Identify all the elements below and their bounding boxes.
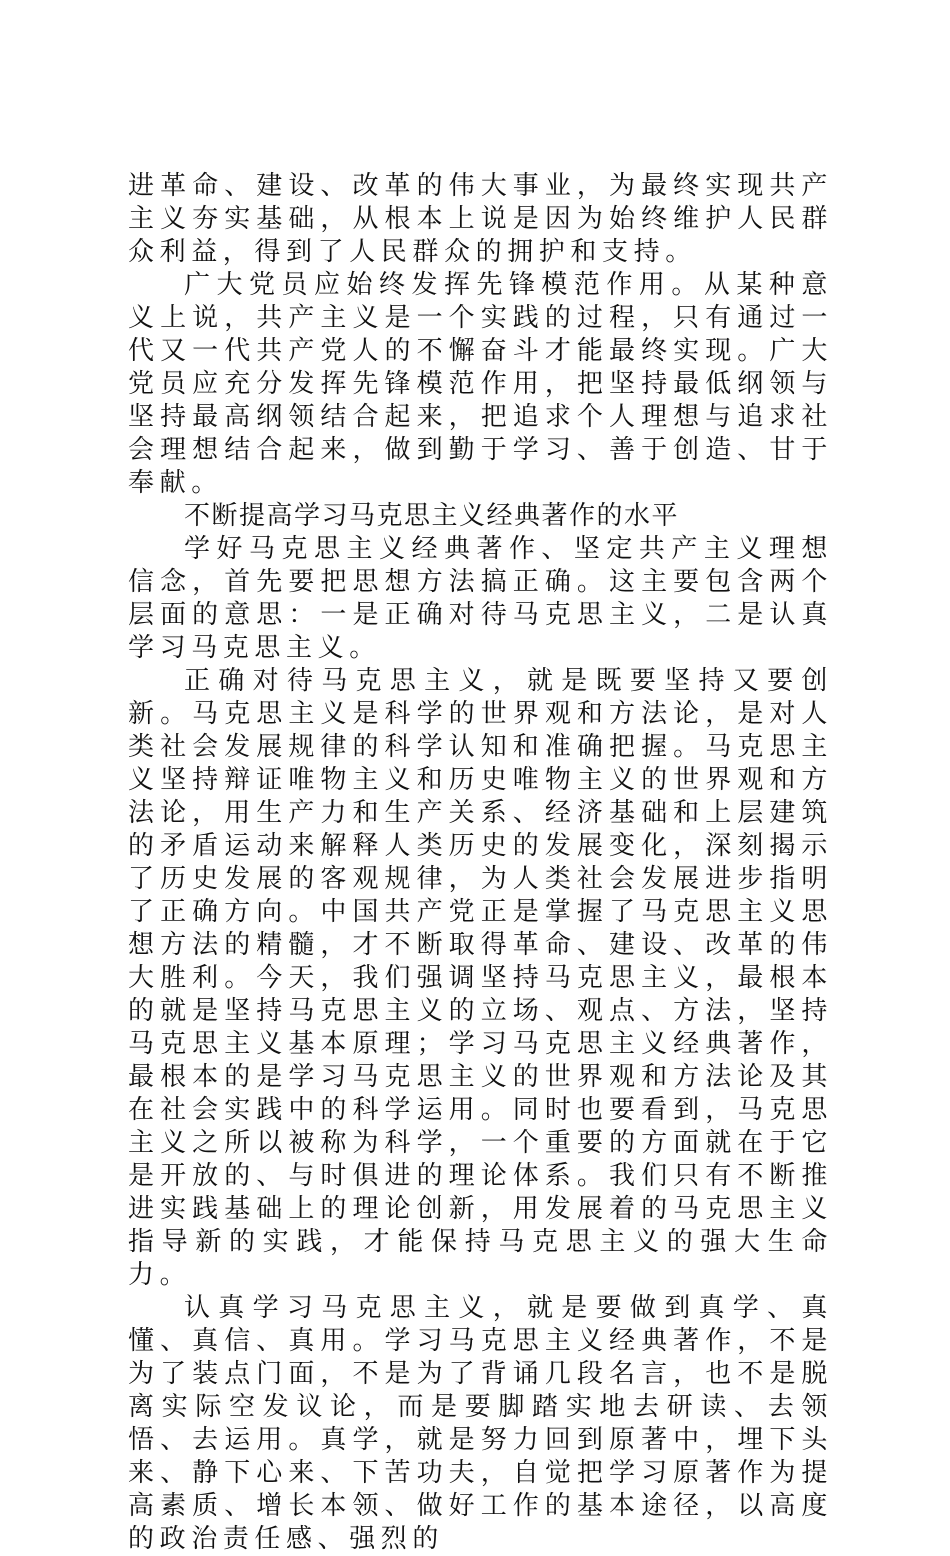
section-heading: 不断提高学习马克思主义经典著作的水平 [184,501,680,531]
paragraph-correct-attitude: 正确对待马克思主义，就是既要坚持又要创新。马克思主义是科学的世界观和方法论，是对人类社会发展规律的科学认知和准确把握。马克思主义坚持辩证唯物主义和历史唯物主义的世界观和方法论，用生产力和生产关系、经济基础和上层建筑的矛盾运动来解释人类历史的发展变化，深刻揭示了历史发展的客观规律，为人类社会发展进步指明了正确方向。中国共产党正是掌握了马克思主义思想方法的精髓，才不断取得革命、建设、改革的伟大胜利。今天，我们强调坚持马克思主义，最根本的就是坚持马克思主义的立场、观点、方法，坚持马克思主义基本原理；学习马克思主义经典著作，最根本的是学习马克思主义的世界观和方法论及其在社会实践中的科学运用。同时也要看到，马克思主义之所以被称为科学，一个重要的方面就在于它是开放的、与时俱进的理论体系。我们只有不断推进实践基础上的理论创新，用发展着的马克思主义指导新的实践，才能保持马克思主义的强大生命力。 [128,666,833,1290]
document-body [128,170,833,1556]
paragraph-earnest-study: 认真学习马克思主义，就是要做到真学、真懂、真信、真用。学习马克思主义经典著作，不是为了装点门面，不是为了背诵几段名言，也不是脱离实际空发议论，而是要脚踏实地去研读、去领悟、去运用。真学，就是努力回到原著中，埋下头来、静下心来、下苦功夫，自觉把学习原著作为提高素质、增长本领、做好工作的基本途径，以高度的政治责任感、强烈的 [128,1293,833,1554]
paragraph-party-members: 广大党员应始终发挥先锋模范作用。从某种意义上说，共产主义是一个实践的过程，只有通过一代又一代共产党人的不懈奋斗才能最终实现。广大党员应充分发挥先锋模范作用，把坚持最低纲领与坚持最高纲领结合起来，把追求个人理想与追求社会理想结合起来，做到勤于学习、善于创造、甘于奉献。 [128,270,833,498]
paragraph-continuation: 进革命、建设、改革的伟大事业，为最终实现共产主义夯实基础，从根本上说是因为始终维护人民群众利益，得到了人民群众的拥护和支持。 [128,171,833,267]
paragraph-thinking-method: 学好马克思主义经典著作、坚定共产主义理想信念，首先要把思想方法搞正确。这主要包含两个层面的意思：一是正确对待马克思主义，二是认真学习马克思主义。 [128,534,833,663]
